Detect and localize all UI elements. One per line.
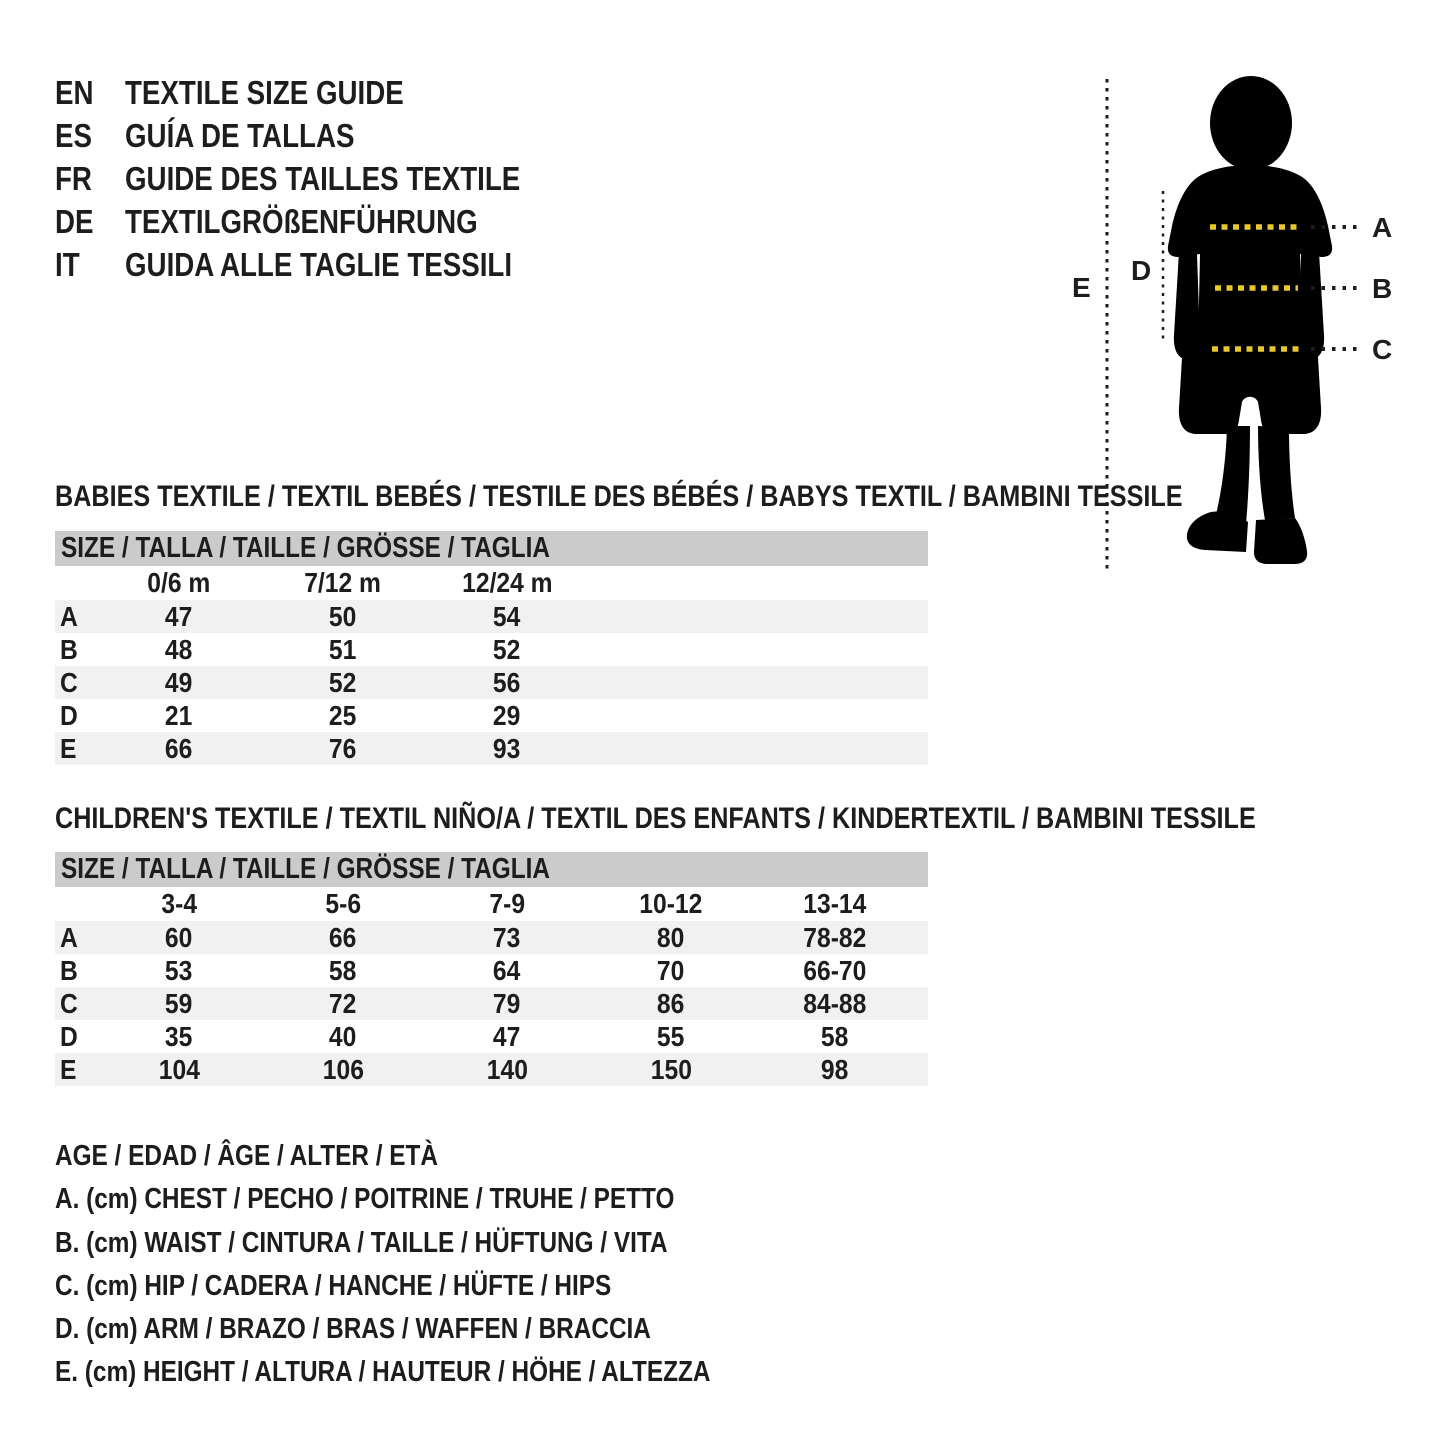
measure-label-b: B [1372,273,1393,304]
language-code: EN [55,74,94,111]
legend-line: D. (cm) ARM / BRAZO / BRAS / WAFFEN / BRACCIA [55,1313,651,1346]
row-label: A [60,921,78,953]
language-code: IT [55,246,80,283]
table-row [55,732,928,765]
size-value: 59 [165,987,193,1019]
table-row [55,666,928,699]
measure-label-c: C [1372,334,1393,365]
legend-line: A. (cm) CHEST / PECHO / POITRINE / TRUHE / PETTO [55,1183,675,1216]
legend-line: C. (cm) HIP / CADERA / HANCHE / HÜFTE / HIPS [55,1269,612,1302]
size-value: 50 [329,600,357,632]
size-value: 35 [165,1020,193,1052]
size-value: 86 [657,987,685,1019]
babies-section-title-text: BABIES TEXTILE / TEXTIL BEBÉS / TESTILE DES BÉBÉS / BABYS TEXTIL / BAMBINI TESSILE [55,480,1183,513]
table-column-header-row [55,887,928,921]
column-header: 7/12 m [304,567,382,598]
table-row [55,600,928,633]
language-code: DE [55,203,94,240]
size-value: 66 [329,921,357,953]
size-value: 52 [329,666,357,698]
row-label: E [60,1053,77,1085]
size-value: 106 [322,1053,364,1085]
size-value: 104 [158,1053,200,1085]
column-header: 0/6 m [147,567,211,598]
size-value: 55 [657,1020,685,1052]
table-row [55,987,928,1020]
table-row [55,633,928,666]
guide-title: GUIDE DES TAILLES TEXTILE [125,160,521,197]
size-value: 72 [329,987,357,1019]
guide-title: TEXTILE SIZE GUIDE [125,74,404,111]
size-value: 79 [493,987,521,1019]
size-value: 58 [821,1020,849,1052]
size-value: 73 [493,921,521,953]
size-value: 56 [493,666,521,698]
row-label: C [60,987,78,1019]
size-value: 60 [165,921,193,953]
column-header: 7-9 [489,888,525,919]
row-label: A [60,600,78,632]
size-value: 93 [493,732,521,764]
guide-title: TEXTILGRÖßENFÜHRUNG [125,203,478,240]
row-label: C [60,666,78,698]
size-value: 66-70 [803,954,867,986]
language-code: FR [55,160,92,197]
language-title-row [55,157,596,200]
size-value: 150 [650,1053,692,1085]
size-value: 48 [165,633,193,665]
size-value: 29 [493,699,521,731]
size-value: 25 [329,699,357,731]
size-value: 40 [329,1020,357,1052]
size-value: 80 [657,921,685,953]
size-value: 70 [657,954,685,986]
column-header: 10-12 [639,888,703,919]
language-header [55,71,596,286]
row-label: D [60,1020,78,1052]
measure-label-d: D [1131,255,1152,286]
row-label: B [60,633,78,665]
size-value: 76 [329,732,357,764]
language-title-row [55,200,596,243]
size-value: 52 [493,633,521,665]
legend-line: AGE / EDAD / ÂGE / ALTER / ETÀ [55,1140,439,1172]
measure-label-e: E [1072,272,1091,303]
size-value: 53 [165,954,193,986]
size-value: 51 [329,633,357,665]
size-header-label: SIZE / TALLA / TAILLE / GRÖSSE / TAGLIA [61,853,550,885]
size-value: 47 [165,600,193,632]
table-row [55,699,928,732]
size-value: 49 [165,666,193,698]
size-header-bar [55,531,928,566]
size-value: 21 [165,699,193,731]
column-header: 12/24 m [461,567,553,598]
children-section-title-text: CHILDREN'S TEXTILE / TEXTIL NIÑO/A / TEXTIL DES ENFANTS / KINDERTEXTIL / BAMBINI TESSILE [55,802,1256,835]
legend-line: B. (cm) WAIST / CINTURA / TAILLE / HÜFTUNG / VITA [55,1226,668,1259]
size-value: 47 [493,1020,521,1052]
row-label: E [60,732,77,764]
child-silhouette-figure [1060,60,1445,600]
size-value: 140 [486,1053,528,1085]
language-title-row [55,114,596,157]
row-label: D [60,699,78,731]
size-value: 66 [165,732,193,764]
language-title-row [55,243,596,286]
column-header: 13-14 [803,888,867,919]
column-header: 3-4 [161,888,197,919]
table-row [55,954,928,987]
size-value: 58 [329,954,357,986]
legend-line: E. (cm) HEIGHT / ALTURA / HAUTEUR / HÖHE / ALTEZZA [55,1356,711,1389]
babies-section-title [55,482,1397,512]
row-label: B [60,954,78,986]
table-row [55,1053,928,1086]
guide-title: GUIDA ALLE TAGLIE TESSILI [125,246,513,283]
size-value: 98 [821,1053,849,1085]
size-header-bar [55,852,928,887]
language-code: ES [55,117,92,154]
table-row [55,1020,928,1053]
language-title-row [55,71,596,114]
children-size-table [55,852,928,1086]
babies-size-table [55,531,928,765]
children-section-title [55,804,1445,834]
table-row [55,921,928,954]
size-header-label: SIZE / TALLA / TAILLE / GRÖSSE / TAGLIA [61,532,550,564]
measure-label-a: A [1372,212,1393,243]
size-value: 54 [493,600,521,632]
column-header: 5-6 [325,888,361,919]
size-value: 64 [493,954,521,986]
size-value: 78-82 [803,921,867,953]
measurement-legend [55,1135,835,1395]
table-column-header-row [55,566,928,600]
guide-title: GUÍA DE TALLAS [125,117,355,154]
size-value: 84-88 [803,987,867,1019]
